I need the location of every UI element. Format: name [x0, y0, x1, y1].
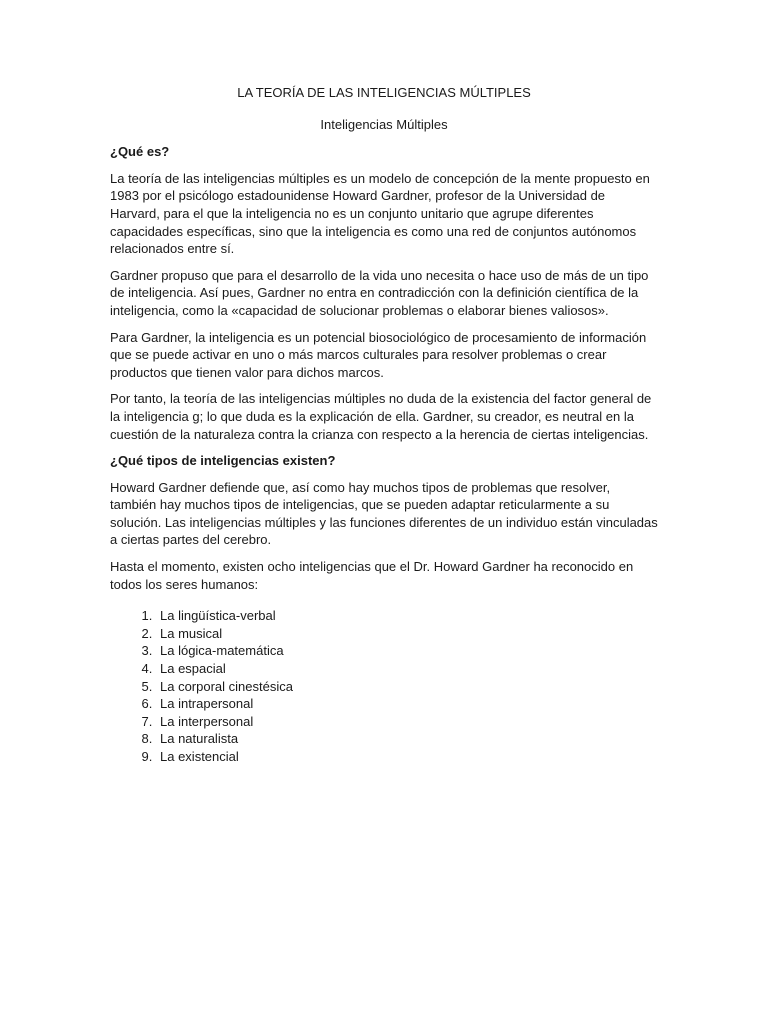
paragraph: Hasta el momento, existen ocho inteligencias que el Dr. Howard Gardner ha reconocido en todos los seres humanos:: [110, 559, 634, 592]
list-item: 5. La corporal cinestésica: [156, 678, 658, 696]
section-heading-tipos: ¿Qué tipos de inteligencias existen?: [110, 453, 336, 469]
list-item: 7. La interpersonal: [156, 713, 658, 731]
list-item: 6. La intrapersonal: [156, 695, 658, 713]
intelligences-list: [110, 607, 658, 765]
list-item: 8. La naturalista: [156, 730, 658, 748]
document-subtitle: Inteligencias Múltiples: [320, 116, 448, 132]
list-item: 2. La musical: [156, 625, 658, 643]
paragraph: Para Gardner, la inteligencia es un potencial biosociológico de procesamiento de información que se puede activar en uno o más marcos culturales para resolver problemas o crear productos que tienen valor para dichos marcos.: [110, 329, 647, 380]
list-item: 4. La espacial: [156, 660, 658, 678]
list-item: 9. La existencial: [156, 748, 658, 766]
paragraph: Gardner propuso que para el desarrollo de la vida uno necesita o hace uso de más de un tipo de inteligencia. Así pues, Gardner no entra en contradicción con la definición científica de la inteligencia, como la «capacidad de solucionar problemas o elaborar bienes valiosos».: [110, 267, 649, 318]
document-title: LA TEORÍA DE LAS INTELIGENCIAS MÚLTIPLES: [237, 85, 531, 100]
paragraph: La teoría de las inteligencias múltiples es un modelo de concepción de la mente propuesto en 1983 por el psicólogo estadounidense Howard Gardner, profesor de la Universidad de Harvard, para el que la inteligencia no es un conjunto unitario que agrupe diferentes capacidades específicas, sino que la inteligencia es como una red de conjuntos autónomos relacionados entre sí.: [110, 170, 650, 257]
document-page: [110, 84, 658, 766]
list-item: 3. La lógica-matemática: [156, 642, 658, 660]
paragraph: Howard Gardner defiende que, así como hay muchos tipos de problemas que resolver, también hay muchos tipos de inteligencias, que se pueden adaptar reticularmente a su solución. Las inteligencias múltiples y las funciones diferentes de un individuo están vinculadas a ciertas partes del cerebro.: [110, 479, 658, 548]
list-item: 1. La lingüística-verbal: [156, 607, 658, 625]
section-heading-que-es: ¿Qué es?: [110, 144, 170, 160]
paragraph: Por tanto, la teoría de las inteligencias múltiples no duda de la existencia del factor general de la inteligencia g; lo que duda es la explicación de ella. Gardner, su creador, es neutral en la cuestión de la naturaleza contra la crianza con respecto a la herencia de ciertas inteligencias.: [110, 391, 652, 442]
